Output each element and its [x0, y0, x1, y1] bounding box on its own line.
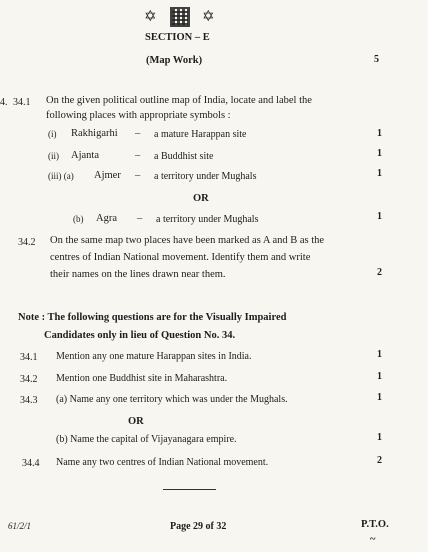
or-separator: OR [128, 416, 144, 427]
vi-question-number: 34.3 [20, 395, 38, 406]
question-text: their names on the lines drawn near them. [50, 269, 226, 280]
vi-question-mark: 1 [377, 349, 382, 360]
star-left-icon: ✡ [144, 9, 157, 25]
vi-question-mark: 1 [377, 432, 382, 443]
question-mark: 2 [377, 267, 382, 278]
question-text: On the same map two places have been marked as A and B as the [50, 235, 325, 246]
item-mark: 1 [377, 148, 382, 159]
end-rule [163, 489, 216, 490]
question-number: 34.2 [18, 237, 36, 248]
footer-tilde: ~ [370, 534, 376, 545]
paper-code: 61/2/1 [8, 521, 32, 531]
question-text: centres of Indian National movement. Identify them and write [50, 252, 311, 263]
note-text: Candidates only in lieu of Question No. 34. [44, 330, 236, 341]
vi-question-text: Name any two centres of Indian National movement. [56, 457, 269, 468]
item-label: (b) [73, 214, 84, 224]
vi-question-number: 34.4 [22, 458, 40, 469]
qr-code-icon [170, 7, 190, 27]
item-place: Ajmer [94, 170, 121, 181]
vi-question-number: 34.2 [20, 374, 38, 385]
item-dash: – [137, 213, 143, 224]
vi-question-mark: 1 [377, 392, 382, 403]
item-desc: a territory under Mughals [154, 171, 257, 182]
pto-label: P.T.O. [361, 519, 389, 530]
item-mark: 1 [377, 211, 382, 222]
item-dash: – [135, 150, 141, 161]
star-right-icon: ✡ [202, 9, 215, 25]
vi-question-mark: 1 [377, 371, 382, 382]
vi-question-text: (b) Name the capital of Vijayanagara empire. [56, 434, 237, 445]
item-mark: 1 [377, 128, 382, 139]
section-title: SECTION – E [145, 32, 210, 43]
item-dash: – [135, 170, 141, 181]
section-marks: 5 [374, 54, 379, 65]
item-label: (iii) (a) [48, 171, 74, 181]
item-label: (i) [48, 129, 57, 139]
question-number: 34.1 [13, 97, 31, 108]
section-subtitle: (Map Work) [146, 55, 203, 66]
item-place: Rakhigarhi [71, 128, 118, 139]
item-desc: a Buddhist site [154, 151, 214, 162]
question-text: On the given political outline map of India, locate and label the [46, 95, 312, 106]
or-separator: OR [193, 193, 209, 204]
item-desc: a territory under Mughals [156, 214, 259, 225]
item-desc: a mature Harappan site [154, 129, 247, 140]
question-lead-number: 4. [0, 97, 8, 108]
item-place: Agra [96, 213, 117, 224]
question-text: following places with appropriate symbols : [46, 110, 231, 121]
note-text: Note : The following questions are for the Visually Impaired [18, 312, 287, 323]
page-number: Page 29 of 32 [170, 521, 227, 532]
item-label: (ii) [48, 151, 59, 161]
vi-question-mark: 2 [377, 455, 382, 466]
item-place: Ajanta [71, 150, 99, 161]
vi-question-number: 34.1 [20, 352, 38, 363]
vi-question-text: Mention one Buddhist site in Maharashtra. [56, 373, 228, 384]
item-mark: 1 [377, 168, 382, 179]
item-dash: – [135, 128, 141, 139]
vi-question-text: (a) Name any one territory which was under the Mughals. [56, 394, 288, 405]
vi-question-text: Mention any one mature Harappan sites in India. [56, 351, 252, 362]
